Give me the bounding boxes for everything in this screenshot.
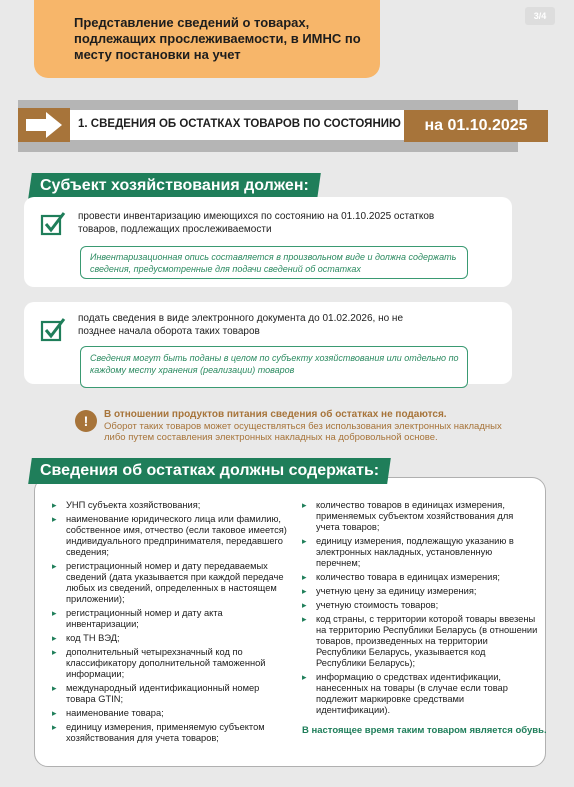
list-item: ▸ международный идентификационный номер товара GTIN;: [52, 683, 288, 705]
note-1: Инвентаризационная опись составляется в произвольном виде и должна содержать сведения, предусмотренные для подачи сведений об остатках: [90, 252, 457, 274]
contents-left-list: [52, 500, 288, 747]
subject-title: Субъект хозяйствования должен:: [28, 173, 320, 199]
section-label: 1. СВЕДЕНИЯ ОБ ОСТАТКАХ ТОВАРОВ ПО СОСТОЯНИЮ: [78, 118, 401, 130]
note-2: Сведения могут быть поданы в целом по субъекту хозяйствования или отдельно по каждому месту хранения (реализации) товаров: [90, 353, 459, 375]
arrow-right-icon: [24, 110, 64, 140]
list-item: ▸ количество товаров в единицах измерения, применяемых субъектом хозяйствования для учета товаров;: [302, 500, 538, 533]
warning-title: В отношении продуктов питания сведения об остатках не подаются.: [104, 409, 447, 420]
exclamation-icon: !: [75, 410, 97, 432]
list-item: ▸ код страны, с территории которой товары ввезены на территорию Республики Беларусь (в отношении товаров, произведенных на территории Республики Беларусь, указывается код Республики Беларусь);: [302, 614, 538, 669]
list-item: ▸ учетную стоимость товаров;: [302, 600, 538, 611]
page-title: Представление сведений о товарах, подлежащих прослеживаемости, в ИМНС по месту постановки на учет: [74, 15, 361, 62]
warning-text: Оборот таких товаров может осуществляться без использования электронных накладных либо путем составления электронных накладных на добровольной основе.: [104, 421, 502, 443]
subject-item-2: подать сведения в виде электронного документа до 01.02.2026, но не позднее начала оборота таких товаров: [78, 313, 404, 337]
list-item: ▸ код ТН ВЭД;: [52, 633, 288, 644]
list-item: ▸ дополнительный четырехзначный код по классификатору дополнительной таможенной информации;: [52, 647, 288, 680]
section-date: на 01.10.2025: [404, 110, 548, 142]
contents-right-list: [302, 500, 538, 719]
list-item: ▸ наименование товара;: [52, 708, 288, 719]
page-number: 3/4: [525, 7, 555, 25]
list-item: ▸ наименование юридического лица или фамилию, собственное имя, отчество (если таковое имеется) индивидуального предпринимателя, передавшего сведения;: [52, 514, 288, 558]
list-item: ▸ учетную цену за единицу измерения;: [302, 586, 538, 597]
list-item: ▸ регистрационный номер и дату акта инвентаризации;: [52, 608, 288, 630]
subject-item-1: провести инвентаризацию имеющихся по состоянию на 01.10.2025 остатков товаров, подлежащих прослеживаемости: [78, 211, 435, 235]
checkmark-icon: [40, 210, 66, 236]
list-item: ▸ информацию о средствах идентификации, нанесенных на товары (в случае если товар подлежит маркировке средствами идентификации).: [302, 672, 538, 716]
list-item: ▸ УНП субъекта хозяйствования;: [52, 500, 288, 511]
list-item: ▸ единицу измерения, применяемую субъектом хозяйствования для учета товаров;: [52, 722, 288, 744]
contents-title: Сведения об остатках должны содержать:: [28, 458, 391, 484]
list-item: ▸ регистрационный номер и дату передаваемых сведений (дата указывается при каждой передаче любых из сведений, определенных в настоящем приложении);: [52, 561, 288, 605]
footer-note: В настоящее время таким товаром является обувь.: [302, 725, 547, 736]
list-item: ▸ количество товара в единицах измерения;: [302, 572, 538, 583]
list-item: ▸ единицу измерения, подлежащую указанию в электронных накладных, установленную перечнем;: [302, 536, 538, 569]
checkmark-icon: [40, 316, 66, 342]
